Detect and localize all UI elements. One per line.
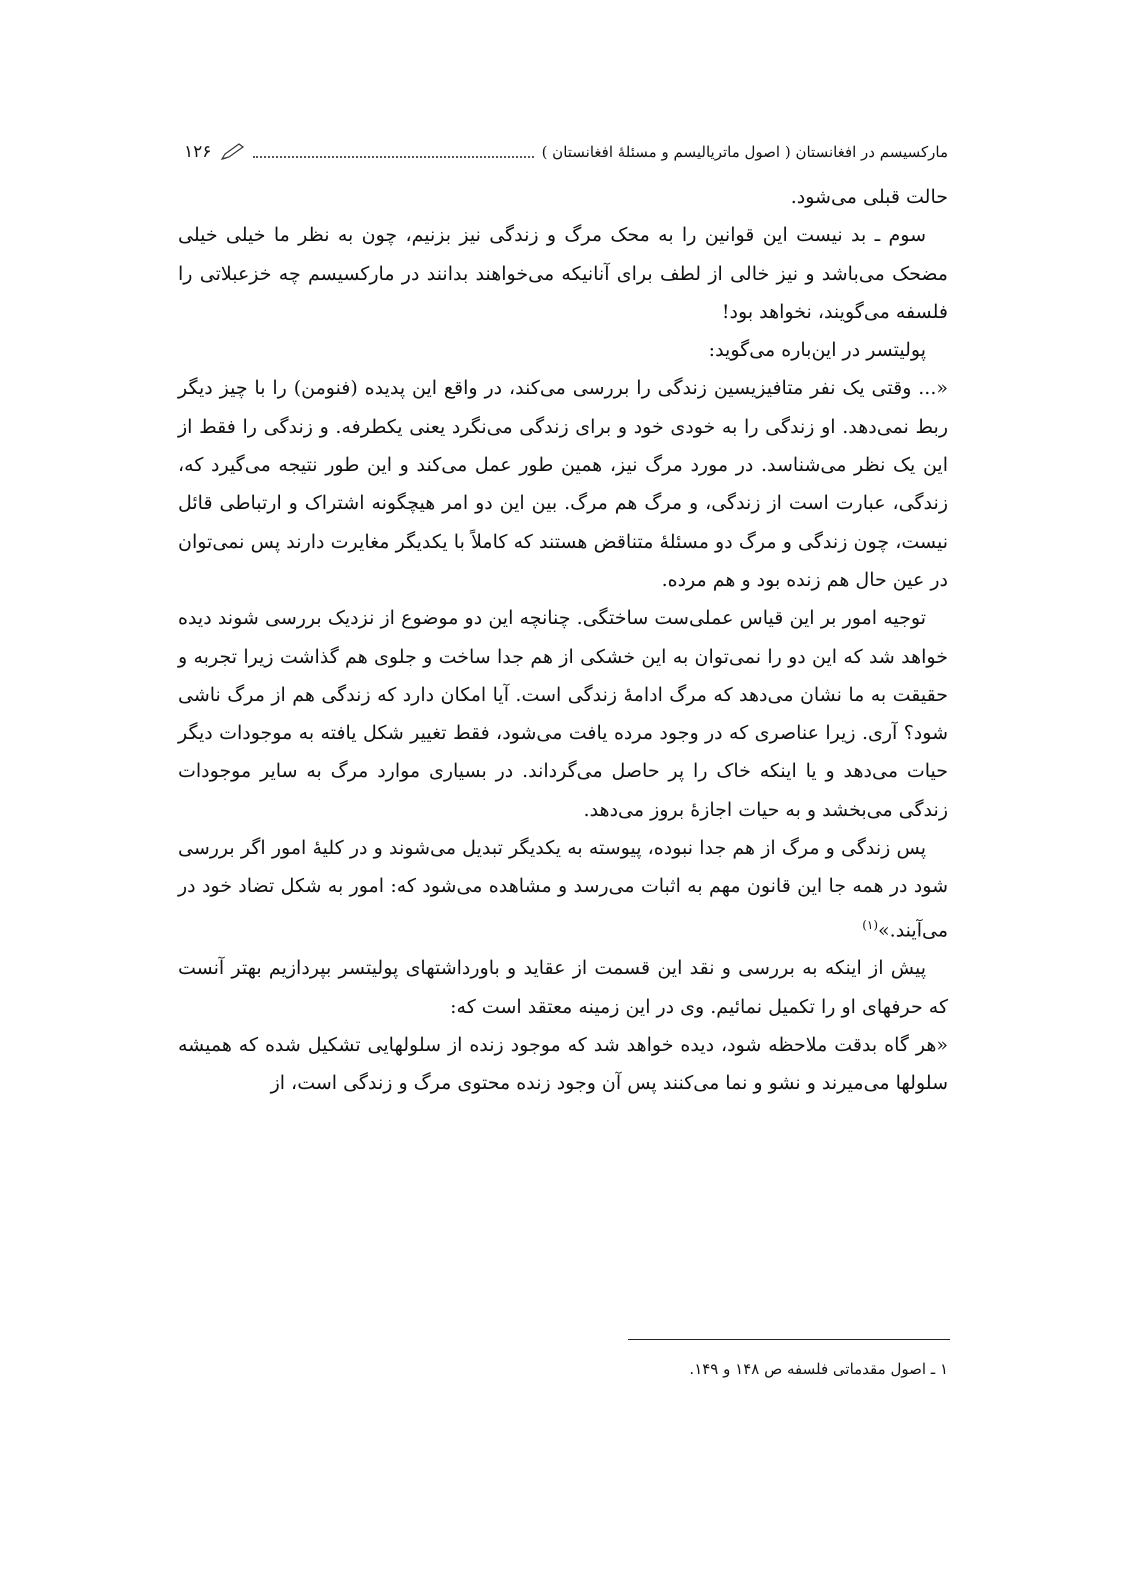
quote-paragraph: «هر گاه بدقت ملاحظه شود، دیده خواهد شد که موجود زنده از سلولهایی تشکیل شده که همیشه سلولها می‌میرند و نشو و نما می‌کنند پس آن وجود زنده محتوی مرگ و زندگی است، از — [178, 1033, 948, 1095]
page-number: ۱۲۶ — [184, 142, 212, 162]
footnote: ۱ ـ اصول مقدماتی فلسفه ص ۱۴۸ و ۱۴۹. — [689, 1360, 948, 1378]
body-text — [178, 178, 948, 1102]
paragraph: پیش از اینکه به بررسی و نقد این قسمت از عقاید و باورداشتهای پولیتسر بپردازیم بهتر آنست که حرفهای او را تکمیل نمائیم. وی در این زمینه معتقد است که: — [178, 957, 948, 1018]
quote-paragraph: «... وقتی یک نفر متافیزیسین زندگی را بررسی می‌کند، در واقع این پدیده (فنومن) را با چیز دیگر ربط نمی‌دهد. او زندگی را به خودی خود و برای زندگی می‌نگرد یعنی یکطرفه. و زندگی را فقط از این یک نظر می‌شناسد. در مورد مرگ نیز، همین طور عمل می‌کند و این طور نتیجه می‌گیرد که، زندگی، عبارت است از زندگی، و مرگ هم مرگ. بین این دو امر هیچگونه اشتراک و ارتباطی قائل نیست، چون زندگی و مرگ دو مسئلهٔ متناقض هستند که کاملاً با یکدیگر مغایرت دارند پس نمی‌توان در عین حال هم زنده بود و هم مرده. — [178, 377, 948, 591]
quote-paragraph-text: پس زندگی و مرگ از هم جدا نبوده، پیوسته به یکدیگر تبدیل می‌شوند و در کلیهٔ امور اگر بررسی شود در همه جا این قانون مهم به اثبات می‌رسد و مشاهده می‌شود که: امور به شکل تضاد خود در می‌آیند.» — [178, 837, 948, 941]
header-dotted-leader — [253, 156, 533, 158]
footnote-marker[interactable]: (۱) — [862, 917, 879, 932]
paragraph: سوم ـ بد نیست این قوانین را به محک مرگ و زندگی نیز بزنیم، چون به نظر ما خیلی خیلی مضحک می‌باشد و نیز خالی از لطف برای آنانیکه می‌خواهند بدانند در مارکسیسم چه خزعبلاتی را فلسفه می‌گویند، نخواهد بود! — [178, 224, 948, 323]
pen-icon — [219, 142, 245, 162]
running-header — [178, 137, 948, 167]
footnote-divider — [628, 1339, 950, 1340]
paragraph: حالت قبلی می‌شود. — [790, 186, 948, 208]
running-title: مارکسیسم در افغانستان ( اصول ماتریالیسم و مسئلهٔ افغانستان ) — [541, 143, 948, 161]
paragraph: پولیتسر در این‌باره می‌گوید: — [708, 339, 926, 362]
quote-paragraph-with-footnote — [178, 829, 948, 949]
quote-paragraph: توجیه امور بر این قیاس عملی‌ست ساختگی. چنانچه این دو موضوع از نزدیک بررسی شوند دیده خواهد شد که این دو را نمی‌توان به این خشکی از هم جدا ساخت و جلوی هم گذاشت زیرا تجربه و حقیقت به ما نشان می‌دهد که مرگ ادامهٔ زندگی است. آیا امکان دارد که زندگی هم از مرگ ناشی شود؟ آری. زیرا عناصری که در وجود مرده یافت می‌شود، فقط تغییر شکل یافته به موجودات دیگر حیات می‌دهد و یا اینکه خاک را پر حاصل می‌گرداند. در بسیاری موارد مرگ به سایر موجودات زندگی می‌بخشد و به حیات اجازهٔ بروز می‌دهد. — [178, 607, 948, 821]
